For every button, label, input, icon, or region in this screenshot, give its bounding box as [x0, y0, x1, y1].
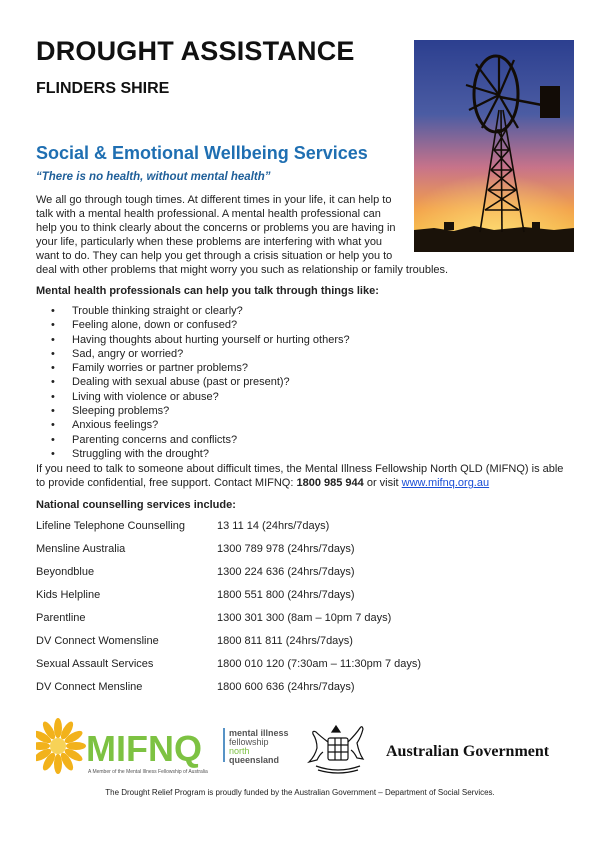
list-item-text: Parenting concerns and conflicts?: [72, 433, 238, 446]
service-number: 1800 551 800 (24hrs/7days): [217, 589, 355, 601]
mifnq-wordmark: MIFNQ: [86, 728, 202, 769]
service-name: Lifeline Telephone Counselling: [36, 520, 186, 532]
table-row: [36, 611, 556, 634]
gov-name: Australian Government: [386, 743, 550, 760]
mifnq-line-1: mental illness: [229, 728, 289, 738]
table-row: [36, 588, 556, 611]
service-name: Mensline Australia: [36, 543, 126, 555]
bullet-icon: •: [51, 362, 55, 375]
services-heading: National counselling services include:: [36, 499, 236, 511]
mifnq-line-3: north: [229, 746, 250, 756]
page-subtitle: FLINDERS SHIRE: [36, 80, 170, 97]
help-list: [36, 304, 350, 461]
services-table: [36, 519, 556, 703]
bullet-icon: •: [51, 305, 55, 317]
bullet-icon: •: [51, 319, 55, 332]
sunflower-icon: [36, 718, 86, 774]
section-heading: Social & Emotional Wellbeing Services: [36, 143, 368, 163]
footer-text: The Drought Relief Program is proudly funded by the Australian Government – Department of Social Services.: [105, 788, 495, 797]
service-name: DV Connect Mensline: [36, 681, 143, 693]
bullet-icon: •: [51, 433, 55, 446]
mifnq-line-4: queensland: [229, 755, 280, 765]
service-number: 1300 301 300 (8am – 10pm 7 days): [217, 612, 392, 624]
bullet-icon: •: [51, 347, 55, 360]
logos-svg: [36, 718, 566, 788]
service-number: 1800 600 636 (24hrs/7days): [217, 681, 355, 693]
service-name: Beyondblue: [36, 566, 95, 578]
intro-line: deal with other problems that might worry you such as relationship or family troubles.: [36, 264, 449, 276]
list-item: [36, 347, 350, 361]
bullet-icon: •: [51, 405, 55, 418]
list-item: [36, 390, 350, 404]
mifnq-contact-paragraph: [36, 462, 566, 490]
intro-line: help you to think clearly about the concerns or problems you are having in: [36, 222, 396, 234]
coat-of-arms-icon: [309, 726, 363, 773]
service-name: Kids Helpline: [36, 589, 101, 601]
mifnq-website-link[interactable]: www.mifnq.org.au: [401, 477, 490, 489]
table-row: [36, 657, 556, 680]
list-item-text: Sleeping problems?: [72, 405, 170, 418]
intro-line: want to do. They can help you get through a crisis situation or help you to: [36, 250, 393, 262]
list-item: [36, 404, 350, 418]
intro-line: talk with a mental health professional. A mental health professional can: [36, 208, 381, 220]
table-row: [36, 680, 556, 703]
table-row: [36, 634, 556, 657]
list-item: [36, 447, 350, 461]
service-number: 1300 224 636 (24hrs/7days): [217, 566, 355, 578]
windmill-photo: [414, 40, 574, 252]
list-item-text: Feeling alone, down or confused?: [72, 319, 238, 332]
service-number: 1800 811 811 (24hrs/7days): [217, 635, 353, 647]
intro-line: your life, particularly when these problems are interfering with what you: [36, 236, 383, 248]
service-name: Sexual Assault Services: [36, 658, 154, 670]
list-item-text: Family worries or partner problems?: [72, 362, 249, 375]
bullet-icon: •: [51, 419, 55, 432]
mifnq-contact-text: If you need to talk to someone about difficult times, the Mental Illness Fellowship North QLD (MIFNQ) is able to provide confidential, free support. Contact MIFNQ:: [36, 463, 564, 489]
help-list-heading: Mental health professionals can help you talk through things like:: [36, 285, 379, 297]
table-row: [36, 542, 556, 565]
list-item-text: Trouble thinking straight or clearly?: [72, 305, 243, 317]
intro-paragraph: [36, 193, 406, 263]
service-number: 1800 010 120 (7:30am – 11:30pm 7 days): [217, 658, 422, 670]
mifnq-phone[interactable]: 1800 985 944: [296, 477, 364, 489]
service-number: 13 11 14 (24hrs/7days): [217, 520, 330, 532]
bullet-icon: •: [51, 390, 55, 403]
list-item-text: Dealing with sexual abuse (past or present)?: [72, 376, 290, 389]
list-item-text: Sad, angry or worried?: [72, 347, 184, 360]
list-item-text: Living with violence or abuse?: [72, 390, 219, 403]
bullet-icon: •: [51, 333, 55, 346]
bullet-icon: •: [51, 447, 55, 460]
logos-strip: [36, 718, 566, 788]
table-row: [36, 519, 556, 542]
list-item-text: Having thoughts about hurting yourself or hurting others?: [72, 333, 350, 346]
service-number: 1300 789 978 (24hrs/7days): [217, 543, 355, 555]
or-visit-text: or visit: [366, 477, 399, 489]
list-item: [36, 333, 350, 347]
bullet-icon: •: [51, 376, 55, 389]
list-item: [36, 304, 350, 318]
list-item: [36, 318, 350, 332]
quote: “There is no health, without mental health”: [36, 171, 271, 183]
page-title: DROUGHT ASSISTANCE: [36, 36, 355, 66]
windmill-sunset-icon: [414, 40, 574, 252]
list-item-text: Anxious feelings?: [72, 419, 159, 432]
list-item-text: Struggling with the drought?: [72, 447, 209, 460]
list-item: [36, 361, 350, 375]
service-name: DV Connect Womensline: [36, 635, 159, 647]
table-row: [36, 565, 556, 588]
list-item: [36, 375, 350, 389]
list-item: [36, 418, 350, 432]
mifnq-tagline: A Member of the Mental Illness Fellowship of Australia: [88, 769, 208, 775]
intro-line: We all go through tough times. At different times in your life, it can help to: [36, 194, 392, 206]
service-name: Parentline: [36, 612, 86, 624]
mifnq-line-2: fellowship: [229, 737, 269, 747]
list-item: [36, 433, 350, 447]
